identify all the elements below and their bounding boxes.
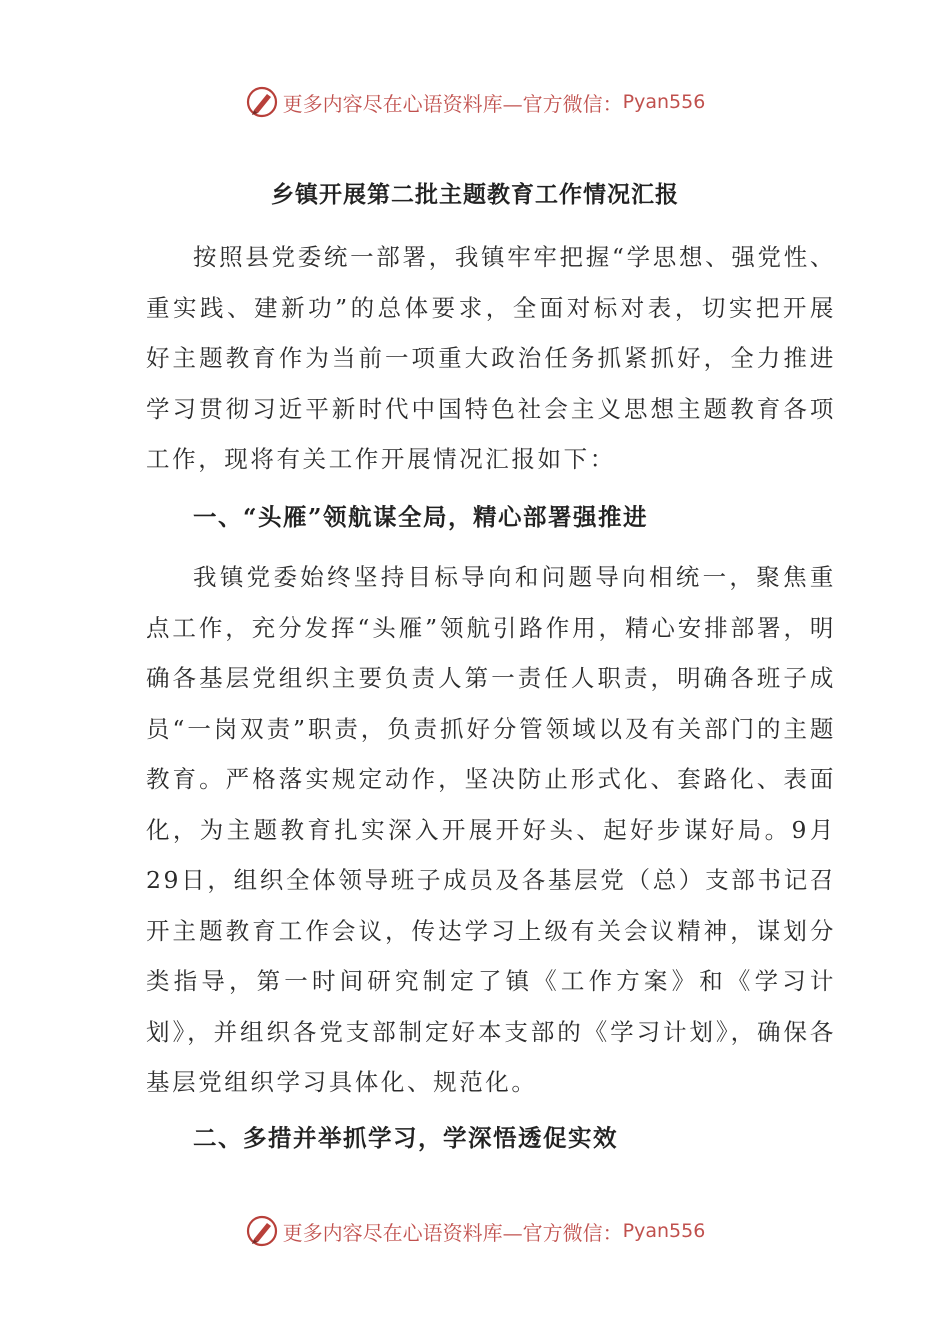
intro-paragraph: 按照县党委统一部署，我镇牢牢把握“学思想、强党性、重实践、建新功”的总体要求，全面对标对表，切实把开展好主题教育作为当前一项重大政治任务抓紧抓好，全力推进学习贯彻习近平新时代中国特色社会主义思想主题教育各项工作，现将有关工作开展情况汇报如下： [146,243,836,473]
pen-logo-icon [245,1214,279,1248]
section-heading-1: 一、“头雁”领航谋全局，精心部署强推进 [193,503,649,531]
section1-paragraph-block [146,552,836,1108]
page-title: 乡镇开展第二批主题教育工作情况汇报 [271,181,679,208]
pen-logo-icon [245,85,279,119]
intro-paragraph-block [146,232,836,485]
watermark-banner-top [0,80,950,124]
section1-paragraph: 我镇党委始终坚持目标导向和问题导向相统一，聚焦重点工作，充分发挥“头雁”领航引路作用，精心安排部署，明确各基层党组织主要负责人第一责任人职责，明确各班子成员“一岗双责”职责，负责抓好分管领域以及有关部门的主题教育。严格落实规定动作，坚决防止形式化、套路化、表面化，为主题教育扎实深入开展开好头、起好步谋好局。9月29日，组织全体领导班子成员及各基层党（总）支部书记召开主题教育工作会议，传达学习上级有关会议精神，谋划分类指导，第一时间研究制定了镇《工作方案》和《学习计划》，并组织各党支部制定好本支部的《学习计划》，确保各基层党组织学习具体化、规范化。 [146,563,836,1096]
watermark-text: 更多内容尽在心语资料库—官方微信： [282,1220,623,1245]
wechat-id: Pyan556 [622,91,706,113]
watermark-text: 更多内容尽在心语资料库—官方微信： [282,91,623,116]
section-heading-2: 二、多措并举抓学习，学深悟透促实效 [193,1124,618,1152]
watermark-banner-bottom [0,1209,950,1253]
wechat-id: Pyan556 [622,1220,706,1242]
